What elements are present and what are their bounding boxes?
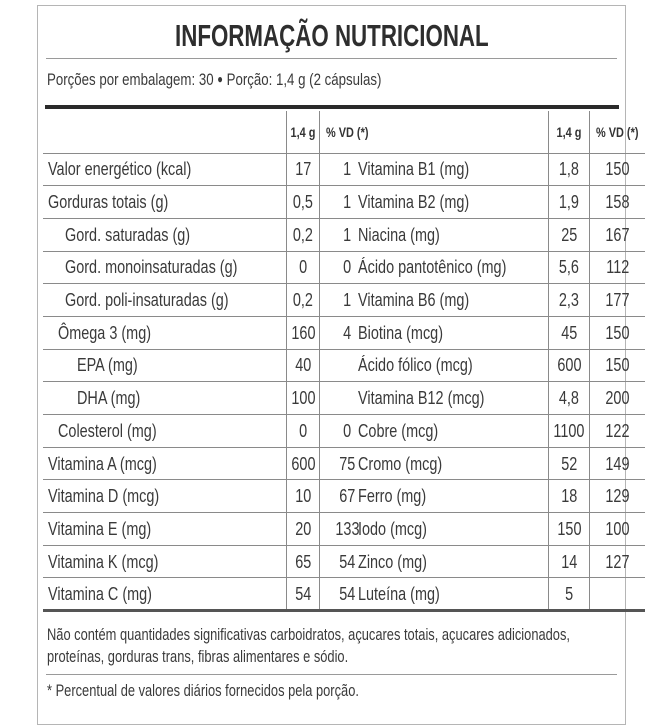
header-label-cell bbox=[43, 111, 287, 153]
nutrient-amount-text: 20 bbox=[295, 517, 312, 539]
nutrient-dv-text: 150 bbox=[605, 354, 630, 376]
nutrient-dv-text: 0 bbox=[343, 419, 352, 441]
table-row bbox=[352, 447, 645, 480]
table-row bbox=[43, 480, 374, 513]
nutrient-amount bbox=[287, 513, 320, 546]
nutrient-name-text: Vitamina B12 (mcg) bbox=[358, 387, 485, 409]
nutrient-amount-text: 18 bbox=[561, 485, 578, 507]
nutrient-dv-text: 127 bbox=[605, 550, 630, 572]
nutrient-name bbox=[352, 480, 549, 513]
table-row bbox=[43, 513, 374, 546]
nutrition-facts-panel bbox=[37, 5, 639, 725]
nutrient-name-text: Iodo (mcg) bbox=[358, 517, 427, 539]
nutrient-dv-text: 112 bbox=[605, 256, 629, 278]
nutrient-dv-text: 149 bbox=[605, 452, 630, 474]
nutrient-dv bbox=[590, 153, 645, 186]
table-row bbox=[352, 251, 645, 284]
nutrient-dv-text: 200 bbox=[605, 387, 630, 409]
nutrient-amount-text: 10 bbox=[295, 485, 312, 507]
portion-size: Porção: 1,4 g (2 cápsulas) bbox=[226, 70, 382, 89]
nutrient-name bbox=[352, 316, 549, 349]
divider bbox=[46, 674, 617, 675]
nutrient-dv-text: 1 bbox=[343, 191, 352, 213]
nutrient-amount-text: 40 bbox=[295, 354, 312, 376]
nutrient-dv-text: 100 bbox=[605, 517, 630, 539]
nutrient-amount bbox=[287, 251, 320, 284]
nutrient-dv bbox=[590, 186, 645, 219]
nutrient-name-text: Vitamina B2 (mg) bbox=[358, 191, 470, 213]
nutrient-dv-text: 75 bbox=[339, 452, 356, 474]
table-row bbox=[43, 186, 374, 219]
nutrient-name-text: Gord. poli-insaturadas (g) bbox=[65, 289, 229, 311]
table-row bbox=[352, 513, 645, 546]
nutrient-name bbox=[43, 349, 287, 382]
header-amount-text: 1,4 g bbox=[290, 123, 316, 140]
nutrient-dv bbox=[590, 218, 645, 251]
nutrient-name bbox=[43, 415, 287, 448]
nutrient-amount-text: 0,2 bbox=[293, 289, 314, 311]
nutrient-name-text: Vitamina C (mg) bbox=[48, 582, 152, 604]
nutrient-amount bbox=[549, 251, 590, 284]
table-row bbox=[43, 578, 374, 611]
nutrient-amount-text: 150 bbox=[557, 517, 582, 539]
table-row bbox=[352, 284, 645, 317]
footnote-text: * Percentual de valores diários fornecidos pela porção. bbox=[47, 682, 359, 700]
nutrient-name-text: Ácido fólico (mcg) bbox=[358, 354, 473, 376]
nutrient-amount bbox=[287, 415, 320, 448]
nutrient-amount bbox=[549, 153, 590, 186]
table-header-row bbox=[352, 111, 645, 153]
nutrient-name-text: Ácido pantotênico (mg) bbox=[358, 256, 507, 278]
nutrient-dv-text: 0 bbox=[343, 256, 352, 278]
header-amount bbox=[549, 111, 590, 153]
thick-divider bbox=[45, 105, 619, 109]
nutrient-dv bbox=[590, 316, 645, 349]
nutrient-amount-text: 1,8 bbox=[559, 158, 580, 180]
nutrient-dv bbox=[590, 251, 645, 284]
nutrient-name bbox=[43, 153, 287, 186]
title-text: INFORMAÇÃO NUTRICIONAL bbox=[174, 18, 489, 53]
nutrient-name bbox=[352, 545, 549, 578]
nutrient-dv-text: 167 bbox=[605, 223, 630, 245]
nutrient-amount bbox=[549, 480, 590, 513]
nutrient-name bbox=[352, 284, 549, 317]
nutrient-amount-text: 5,6 bbox=[559, 256, 580, 278]
nutrient-name-text: EPA (mg) bbox=[77, 354, 138, 376]
nutrient-dv bbox=[590, 382, 645, 415]
nutrient-amount bbox=[549, 316, 590, 349]
nutrient-amount-text: 4,8 bbox=[559, 387, 580, 409]
table-row bbox=[43, 382, 374, 415]
header-label-cell bbox=[352, 111, 549, 153]
nutrient-name bbox=[352, 186, 549, 219]
nutrient-amount-text: 52 bbox=[561, 452, 578, 474]
nutrient-dv bbox=[590, 480, 645, 513]
table-row bbox=[43, 284, 374, 317]
nutrient-name bbox=[352, 513, 549, 546]
table-row bbox=[352, 218, 645, 251]
disclaimer-note bbox=[47, 624, 607, 668]
nutrient-name-text: Vitamina B6 (mg) bbox=[358, 289, 470, 311]
table-row bbox=[352, 382, 645, 415]
nutrient-name bbox=[43, 480, 287, 513]
nutrient-name-text: Ômega 3 (mg) bbox=[58, 321, 152, 343]
nutrient-amount bbox=[287, 218, 320, 251]
nutrient-name bbox=[43, 382, 287, 415]
nutrient-dv-text: 150 bbox=[605, 321, 630, 343]
nutrient-dv-text: 150 bbox=[605, 158, 630, 180]
nutrient-name bbox=[352, 415, 549, 448]
table-row bbox=[43, 218, 374, 251]
table-row bbox=[43, 545, 374, 578]
nutrient-amount bbox=[287, 578, 320, 611]
nutrient-amount-text: 1,9 bbox=[559, 191, 580, 213]
nutrient-amount-text: 45 bbox=[561, 321, 578, 343]
header-dv bbox=[590, 111, 645, 153]
nutrient-name bbox=[352, 349, 549, 382]
nutrient-amount-text: 14 bbox=[561, 550, 578, 572]
nutrient-amount-text: 65 bbox=[295, 550, 312, 572]
header-dv-text: % VD (*) bbox=[596, 123, 639, 140]
nutrient-dv-text: 1 bbox=[343, 223, 352, 245]
nutrient-amount bbox=[549, 447, 590, 480]
nutrient-name-text: Vitamina K (mcg) bbox=[48, 550, 159, 572]
nutrient-name-text: DHA (mg) bbox=[77, 387, 141, 409]
nutrient-amount bbox=[549, 186, 590, 219]
nutrient-name-text: Gorduras totais (g) bbox=[48, 191, 169, 213]
nutrient-dv bbox=[590, 513, 645, 546]
nutrient-name bbox=[352, 218, 549, 251]
table-row bbox=[352, 349, 645, 382]
nutrient-name bbox=[352, 382, 549, 415]
table-row bbox=[43, 349, 374, 382]
nutrient-name-text: Cromo (mcg) bbox=[358, 452, 443, 474]
nutrient-name-text: Vitamina B1 (mg) bbox=[358, 158, 470, 180]
nutrient-name-text: Gord. monoinsaturadas (g) bbox=[65, 256, 238, 278]
header-dv-text: % VD (*) bbox=[325, 123, 369, 140]
table-row bbox=[352, 415, 645, 448]
nutrient-amount-text: 2,3 bbox=[559, 289, 580, 311]
nutrient-amount bbox=[287, 349, 320, 382]
table-row bbox=[352, 153, 645, 186]
nutrient-name bbox=[43, 251, 287, 284]
nutrient-dv-text: 54 bbox=[339, 550, 356, 572]
nutrient-name bbox=[43, 447, 287, 480]
header-amount-text: 1,4 g bbox=[556, 123, 582, 140]
nutrient-name bbox=[43, 218, 287, 251]
nutrient-amount bbox=[549, 513, 590, 546]
nutrient-dv bbox=[590, 284, 645, 317]
nutrient-dv bbox=[590, 349, 645, 382]
table-header-row bbox=[43, 111, 374, 153]
table-row bbox=[43, 251, 374, 284]
nutrient-amount bbox=[549, 284, 590, 317]
nutrient-amount-text: 5 bbox=[565, 582, 574, 604]
nutrient-name-text: Valor energético (kcal) bbox=[48, 158, 192, 180]
nutrient-dv bbox=[590, 447, 645, 480]
nutrient-amount-text: 17 bbox=[295, 158, 312, 180]
page-title bbox=[38, 18, 625, 54]
nutrient-amount-text: 0 bbox=[299, 419, 308, 441]
nutrient-name bbox=[43, 513, 287, 546]
nutrient-amount-text: 1100 bbox=[553, 419, 585, 441]
nutrient-dv-text: 122 bbox=[605, 419, 630, 441]
table-row bbox=[352, 316, 645, 349]
nutrient-name bbox=[43, 545, 287, 578]
nutrient-amount-text: 600 bbox=[291, 452, 316, 474]
nutrient-name-text: Gord. saturadas (g) bbox=[65, 223, 191, 245]
nutrient-amount bbox=[287, 480, 320, 513]
nutrient-amount-text: 100 bbox=[291, 387, 316, 409]
nutrient-name-text: Luteína (mg) bbox=[358, 582, 440, 604]
nutrient-amount bbox=[287, 153, 320, 186]
nutrient-amount bbox=[549, 545, 590, 578]
nutrient-name bbox=[352, 153, 549, 186]
table-row bbox=[352, 186, 645, 219]
nutrient-dv-text: 177 bbox=[605, 289, 630, 311]
nutrient-amount bbox=[549, 578, 590, 611]
nutrient-amount bbox=[287, 382, 320, 415]
nutrient-dv bbox=[590, 415, 645, 448]
nutrient-name bbox=[43, 578, 287, 611]
table-row bbox=[352, 578, 645, 611]
nutrient-name bbox=[352, 447, 549, 480]
nutrient-dv-text: 67 bbox=[339, 485, 356, 507]
nutrient-name-text: Vitamina E (mg) bbox=[48, 517, 152, 539]
nutrient-dv-text: 129 bbox=[605, 485, 630, 507]
nutrient-dv-text: 4 bbox=[343, 321, 352, 343]
nutrient-amount bbox=[287, 545, 320, 578]
nutrient-amount-text: 600 bbox=[557, 354, 582, 376]
nutrient-name-text: Biotina (mcg) bbox=[358, 321, 444, 343]
header-amount bbox=[287, 111, 320, 153]
table-row bbox=[352, 545, 645, 578]
table-row bbox=[43, 447, 374, 480]
nutrient-dv bbox=[590, 545, 645, 578]
nutrient-dv-text: 133 bbox=[335, 517, 360, 539]
nutrient-table-right bbox=[352, 111, 645, 612]
nutrient-amount bbox=[287, 284, 320, 317]
nutrient-dv bbox=[590, 578, 645, 611]
nutrient-name-text: Ferro (mg) bbox=[358, 485, 427, 507]
nutrient-amount bbox=[549, 415, 590, 448]
bullet-icon: ● bbox=[217, 72, 223, 86]
nutrient-amount bbox=[549, 218, 590, 251]
nutrient-name bbox=[43, 186, 287, 219]
disclaimer-text: Não contém quantidades significativas carboidratos, açucares totais, açucares adicionados, proteínas, gorduras trans, fibras alimentares e sódio. bbox=[47, 626, 570, 666]
nutrient-dv-text: 1 bbox=[343, 289, 352, 311]
table-row bbox=[43, 316, 374, 349]
nutrient-amount bbox=[549, 382, 590, 415]
table-row bbox=[43, 153, 374, 186]
nutrient-name-text: Colesterol (mg) bbox=[58, 419, 157, 441]
nutrient-dv-text: 1 bbox=[343, 158, 352, 180]
footnote bbox=[47, 682, 447, 701]
serving-text bbox=[47, 70, 381, 90]
nutrient-name-text: Vitamina D (mcg) bbox=[48, 485, 160, 507]
nutrient-name bbox=[43, 284, 287, 317]
nutrient-amount-text: 0 bbox=[299, 256, 308, 278]
nutrient-amount bbox=[287, 316, 320, 349]
nutrient-amount-text: 54 bbox=[295, 582, 312, 604]
nutrient-amount bbox=[287, 447, 320, 480]
nutrient-name-text: Vitamina A (mcg) bbox=[48, 452, 157, 474]
nutrient-name-text: Zinco (mg) bbox=[358, 550, 427, 572]
table-row bbox=[43, 415, 374, 448]
nutrient-amount-text: 0,2 bbox=[293, 223, 314, 245]
nutrient-table-left bbox=[43, 111, 374, 612]
nutrient-amount-text: 160 bbox=[291, 321, 316, 343]
nutrient-amount-text: 25 bbox=[561, 223, 578, 245]
nutrient-dv-text: 54 bbox=[339, 582, 356, 604]
nutrient-dv-text: 158 bbox=[605, 191, 630, 213]
serving-info bbox=[47, 70, 476, 90]
nutrient-amount bbox=[549, 349, 590, 382]
nutrient-amount-text: 0,5 bbox=[293, 191, 314, 213]
nutrient-name-text: Cobre (mcg) bbox=[358, 419, 439, 441]
nutrient-name-text: Niacina (mg) bbox=[358, 223, 440, 245]
divider bbox=[46, 58, 617, 59]
table-row bbox=[352, 480, 645, 513]
nutrient-name bbox=[43, 316, 287, 349]
nutrient-name bbox=[352, 251, 549, 284]
nutrient-name bbox=[352, 578, 549, 611]
nutrient-amount bbox=[287, 186, 320, 219]
portions-per-package: Porções por embalagem: 30 bbox=[47, 70, 214, 89]
